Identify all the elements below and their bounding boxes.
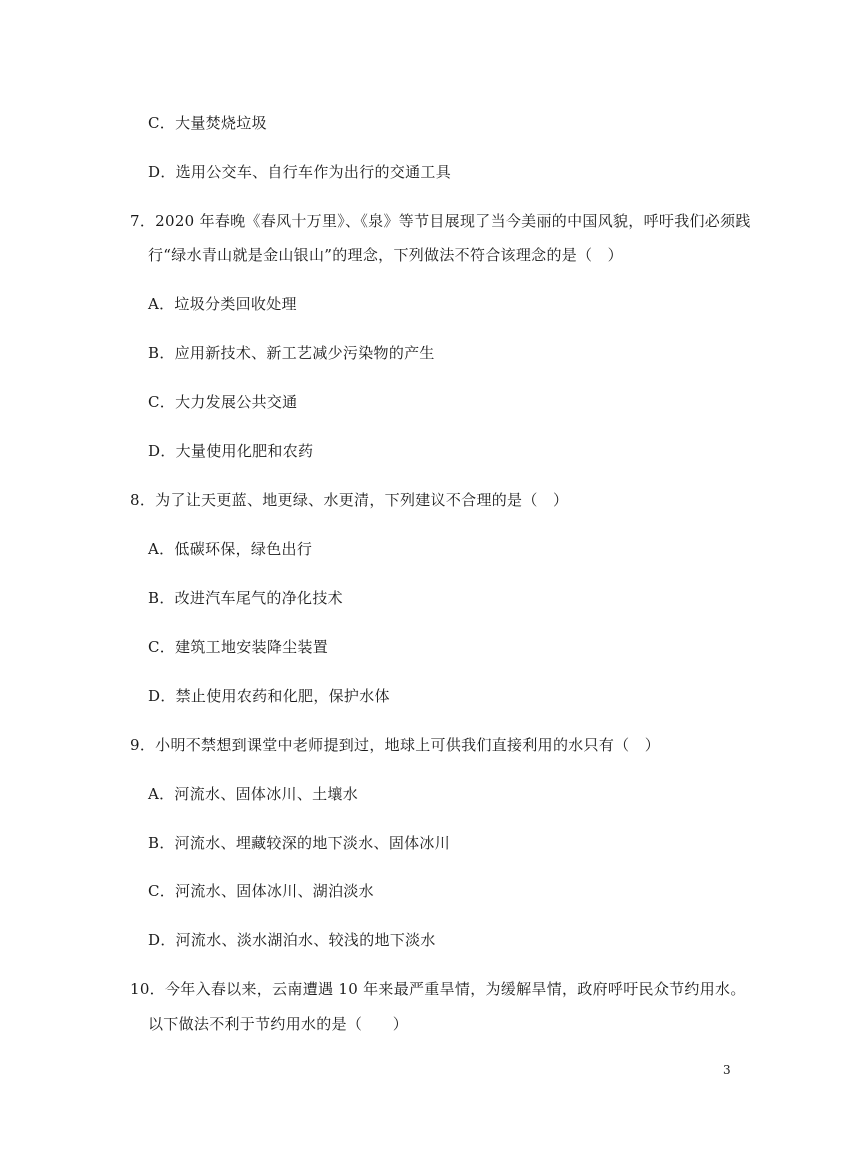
question-10-stem-line-2: 以下做法不利于节约用水的是（ ）: [148, 1015, 409, 1033]
page-number: 3: [723, 1063, 731, 1077]
question-8-option-b: B．改进汽车尾气的净化技术: [148, 589, 343, 607]
question-7-stem-line-2: 行“绿水青山就是金山银山”的理念，下列做法不符合该理念的是（ ）: [148, 246, 623, 264]
question-7-option-c: C．大力发展公共交通: [148, 393, 298, 411]
question-9-option-d: D．河流水、淡水湖泊水、较浅的地下淡水: [148, 931, 436, 949]
option-d-q6: D．选用公交车、自行车作为出行的交通工具: [148, 163, 452, 181]
question-8-option-c: C．建筑工地安装降尘装置: [148, 638, 329, 656]
question-9-stem: 9．小明不禁想到课堂中老师提到过，地球上可供我们直接利用的水只有（ ）: [130, 736, 661, 754]
question-7-option-a: A．垃圾分类回收处理: [148, 295, 297, 313]
question-8-stem: 8．为了让天更蓝、地更绿、水更清，下列建议不合理的是（ ）: [130, 491, 569, 509]
question-7-stem-line-1: 7．2020 年春晚《春风十万里》、《泉》等节目展现了当今美丽的中国风貌，呼吁我们必须践: [130, 212, 751, 230]
question-8-option-a: A．低碳环保，绿色出行: [148, 540, 313, 558]
question-10-stem-line-1: 10．今年入春以来，云南遭遇 10 年来最严重旱情，为缓解旱情，政府呼吁民众节约用水。: [130, 980, 746, 998]
option-c-q6: C．大量焚烧垃圾: [148, 114, 267, 132]
question-7-option-d: D．大量使用化肥和农药: [148, 442, 314, 460]
question-9-option-b: B．河流水、埋藏较深的地下淡水、固体冰川: [148, 834, 451, 852]
question-8-option-d: D．禁止使用农药和化肥，保护水体: [148, 687, 390, 705]
question-7-option-b: B．应用新技术、新工艺减少污染物的产生: [148, 344, 435, 362]
question-9-option-a: A．河流水、固体冰川、土壤水: [148, 785, 359, 803]
question-9-option-c: C．河流水、固体冰川、湖泊淡水: [148, 882, 374, 900]
